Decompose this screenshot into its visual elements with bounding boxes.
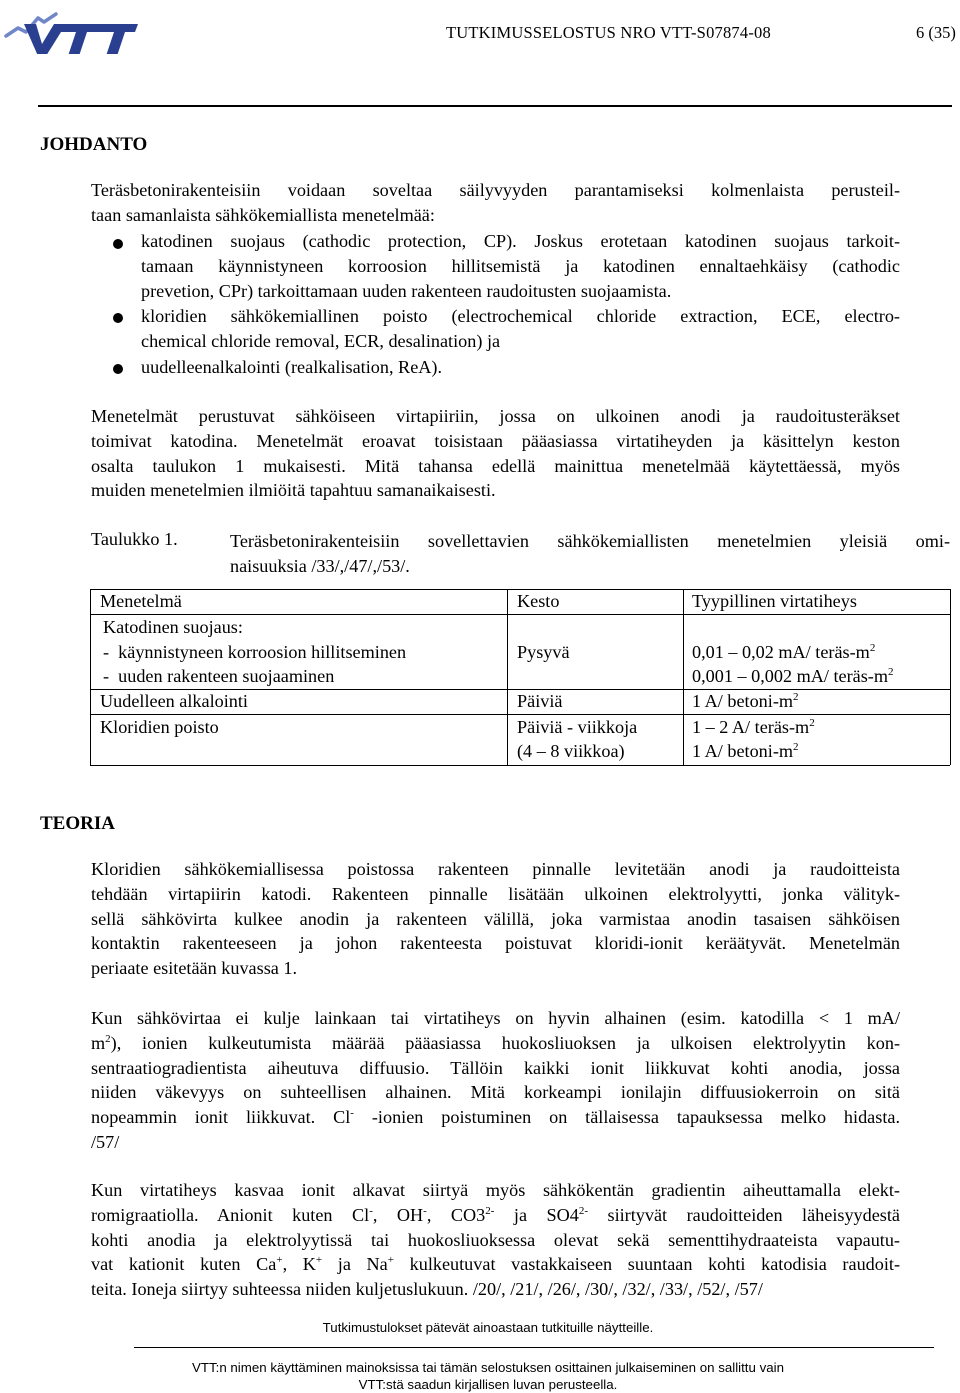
page-number: 6 (35) [916,23,956,42]
table-border [950,589,951,765]
superscript: 2 [809,717,815,729]
text-line: /57/ [91,1131,120,1152]
density-value: 1 A/ betoni-m [692,741,794,761]
table-cell-density [692,739,799,764]
text-line [91,1031,900,1056]
text-run: ja SO4 [494,1204,579,1225]
text-line [91,1105,900,1130]
superscript: 2 [869,642,876,654]
superscript: - [350,1107,354,1120]
table-cell-duration: Pysyvä [517,642,570,662]
methods-table [90,589,950,765]
text-run: romigraatiolla. Anionit kuten Cl [91,1204,370,1225]
bullet-dot [113,364,123,374]
bullet-item-rea [141,355,900,380]
text-line: Menetelmät perustuvat sähköiseen virtapiiriin, jossa on ulkoinen anodi ja raudoitusteräkset [91,406,900,426]
table-cell-density [692,664,894,689]
text-line: Kloridien sähkökemiallisessa poistossa rakenteen pinnalle levitetään anodi ja raudoitteista [91,859,900,879]
footer-note: Tutkimustulokset pätevät ainoastaan tutkituille näytteille. [322,1320,654,1335]
table-cell-method: Kloridien poisto [100,717,219,737]
text-line: muiden menetelmien ilmiöitä tapahtuu samanaikaisesti. [91,480,496,501]
text-line: Teräsbetonirakenteisiin voidaan soveltaa säilyvyyden parantamiseksi kolmenlaista perusteil- [91,180,900,200]
text-run: ja Na [322,1254,388,1275]
text-line: tamaan käynnistyneen korroosion hillitsemistä ja katodinen ennaltaehkäisy (cathodic [141,255,900,276]
bullet-dot [113,239,123,249]
report-title: TUTKIMUSSELOSTUS NRO VTT-S07874-08 [446,23,771,42]
text-line [91,1203,900,1228]
superscript: 2 [793,741,799,753]
table-cell-density [692,689,799,714]
table-border [683,589,684,765]
theory-paragraph-3 [91,1178,900,1302]
logo-letter-v [24,24,66,54]
table-cell-method: - uuden rakenteen suojaaminen [103,666,335,686]
text-line: katodinen suojaus (cathodic protection, CP). Joskus erotetaan katodinen suojaus tarkoit- [141,231,900,251]
text-line: kontaktin rakenteeseen ja johon rakenteesta poistuvat kloridi-ionit keräätyvät. Menetelmän [91,933,900,954]
table-cell-duration: (4 – 8 viikkoa) [517,741,625,761]
text-line: Kun virtatiheys kasvaa ionit alkavat siirtyä myös sähkökentän gradientin aiheuttamalla elekt- [91,1180,900,1200]
superscript: - [423,1204,427,1217]
text-line: taan samanlaista sähkökemiallista menetelmää: [91,204,435,225]
table-cell-method: - käynnistyneen korroosion hillitseminen [103,642,407,662]
superscript: + [315,1254,323,1267]
logo-letter-t1 [60,24,100,54]
text-line: kohti anodia ja elektrolyytissä tai huokosliuoksessa olevat sekä sementtihydraateista vapautu- [91,1229,900,1250]
text-run: nopeammin ionit liikkuvat. Cl [91,1107,351,1128]
footer-disclaimer-line: VTT:stä saadun kirjallisen luvan perusteella. [358,1377,618,1392]
superscript: 2- [485,1204,495,1217]
text-run: ), ionien kulkeutumista määrää pääasiassa huokosliuoksen ja ulkoisen elektrolyytin kon- [110,1032,900,1053]
vtt-logo [4,6,138,54]
table-cell-density [692,715,815,740]
text-line: Kun sähkövirtaa ei kulje lainkaan tai virtatiheys on hyvin alhainen (esim. katodilla < 1 mA/ [91,1008,900,1028]
bullet-item-ece [141,304,900,354]
density-value: 0,001 – 0,002 mA/ teräs-m [692,666,888,686]
text-line: Teräsbetonirakenteisiin sovellettavien sähkökemiallisten menetelmien yleisiä omi- [230,531,950,551]
table-cell-duration: Päiviä - viikkoja [517,717,638,737]
footer-rule [134,1347,934,1348]
bullet-item-cp [141,229,900,303]
superscript: + [387,1254,394,1267]
logo-letter-t2 [96,24,138,54]
text-run: -ionien poistuminen on tällaisessa tapauksessa melko hidasta. [353,1107,900,1128]
density-value: 0,01 – 0,02 mA/ teräs-m [692,642,870,662]
text-run: , OH [372,1204,424,1225]
table-cell-duration: Päiviä [517,691,563,711]
text-line: chemical chloride removal, ECR, desalination) ja [141,330,501,351]
text-line: tehdään virtapiirin katodi. Rakenteen pinnalle lisätään ulkoinen elektrolyytti, jonka välityk- [91,883,900,904]
table-header-duration: Kesto [517,591,560,611]
table-header-method: Menetelmä [100,591,182,611]
theory-heading: TEORIA [40,813,115,834]
text-line [91,1252,900,1277]
text-line: niiden väkevyys on suhteellisen alhainen. Mitä korkeampi ionilajin diffuusiokerroin on sitä [91,1082,900,1103]
table-caption [230,529,950,579]
text-line: uudelleenalkalointi (realkalisation, ReA). [141,357,442,377]
table-border [90,589,91,765]
header-rule [38,105,952,107]
text-line: osalta taulukon 1 mukaisesti. Mitä tahansa edellä mainittua menetelmää käytettäessä, myös [91,455,900,476]
superscript: 2 [888,666,894,678]
text-run: kulkeutuvat vastakkaiseen suuntaan kohti katodisia raudoit- [393,1254,901,1275]
text-line: periaate esitetään kuvassa 1. [91,958,298,979]
bullet-dot [113,313,123,323]
superscript: 2 [105,1032,111,1045]
text-run: vat kationit kuten Ca [91,1254,277,1275]
table-header-density: Tyypillinen virtatiheys [692,591,857,611]
density-value: 1 – 2 A/ teräs-m [692,717,810,737]
footer-disclaimer-line: VTT:n nimen käyttäminen mainoksissa tai tämän selostuksen osittainen julkaiseminen on sallittu vain [191,1360,784,1375]
text-run: , K [282,1254,316,1275]
text-line: toimivat katodina. Menetelmät eroavat toisistaan pääasiassa virtatiheyden ja käsittelyn keston [91,430,900,451]
theory-paragraph-2 [91,1006,900,1155]
table-cell-density [692,640,875,665]
theory-paragraph-1 [91,857,900,981]
table-cell-method: Katodinen suojaus: [103,617,243,637]
intro-paragraph-2 [91,404,900,503]
text-line: teita. Ioneja siirtyy suhteessa niiden kuljetuslukuun. /20/, /21/, /26/, /30/, /32/, /33/, /52/, /57/ [91,1279,763,1300]
text-run: m [91,1032,106,1053]
text-line: sellä sähkövirta kulkee anodin ja rakenteen välillä, joka varmistaa anodin tasaisen sähköisen [91,908,900,929]
intro-paragraph-1 [91,178,900,228]
text-line: sentraatiogradientista aiheutuva diffuusio. Tällöin kaikki ionit liikkuvat kohti anodia, jossa [91,1057,900,1078]
text-line: prevetion, CPr) tarkoittamaan uuden rakenteen raudoitusten suojaamista. [141,280,672,301]
superscript: 2- [578,1204,589,1217]
table-cell-method: Uudelleen alkalointi [100,691,248,711]
table-border [507,589,508,765]
superscript: + [276,1254,283,1267]
superscript: - [369,1204,373,1217]
density-value: 1 A/ betoni-m [692,691,794,711]
table-border [90,765,950,766]
superscript: 2 [793,691,799,703]
footer-disclaimer [0,1359,960,1393]
text-run: , CO3 [426,1204,486,1225]
text-line: kloridien sähkökemiallinen poisto (electrochemical chloride extraction, ECE, electro- [141,306,900,326]
intro-heading: JOHDANTO [40,134,148,155]
table-caption-label: Taulukko 1. [91,529,178,549]
text-line: naisuuksia /33/,/47/,/53/. [230,555,410,576]
text-run: siirtyvät raudoitteiden läheisyydestä [588,1204,901,1225]
